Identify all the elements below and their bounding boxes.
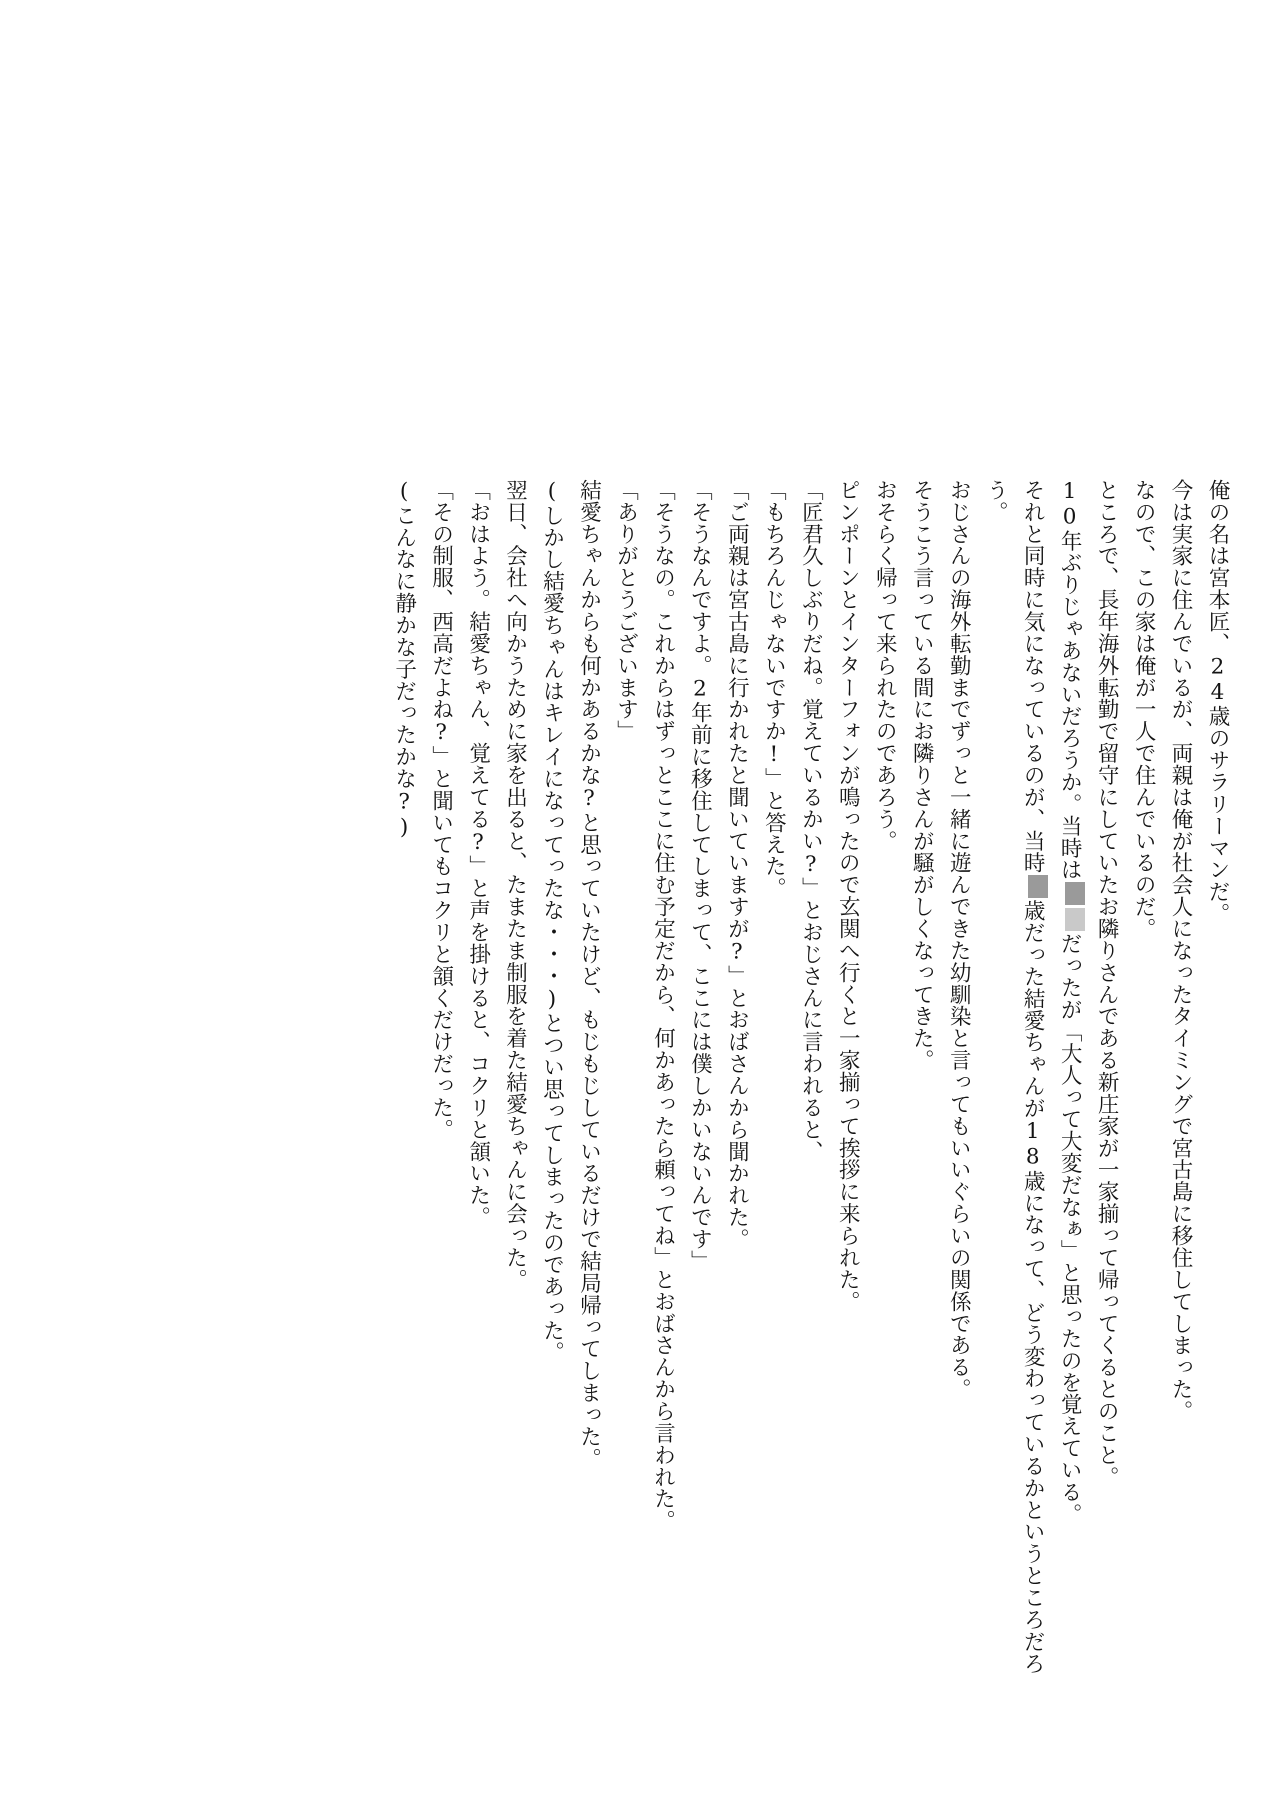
paragraph-16: 「ありがとうございます」	[613, 479, 639, 743]
paragraph-6	[976, 479, 1050, 1679]
paragraph-6-part-2: 歳だった結愛ちゃんが18歳になって、どう変わっているかというところだろう。	[983, 479, 1046, 1675]
paragraph-5	[1050, 479, 1087, 1679]
paragraph-9: おそらく帰って来られたのであろう。	[872, 479, 898, 852]
vertical-text-body	[44, 40, 1235, 1679]
paragraph-3: なので、この家は俺が一人で住んでいるのだ。	[1131, 479, 1157, 940]
paragraph-spacer-2	[570, 469, 607, 479]
paragraph-8: そうこう言っている間にお隣りさんが騒がしくなってきた。	[909, 479, 935, 1072]
paragraph-14: 「そうなんですよ。2年前に移住してしまって、ここには僕しかいないんです」	[687, 479, 713, 1272]
paragraph-4: ところで、長年海外転勤で留守にしていたお隣りさんである新庄家が一家揃って帰ってくるとのこと。	[1094, 479, 1120, 1488]
paragraph-10: ピンポーンとインターフォンが鳴ったので玄関へ行くと一家揃って挨拶に来られた。	[835, 479, 861, 1313]
redacted-age-2	[1013, 874, 1050, 900]
paragraph-1: 俺の名は宮本匠、24歳のサラリーマンだ。	[1205, 479, 1230, 925]
paragraph-11: 「匠君久しぶりだね。覚えているかい?」とおじさんに言われると、	[798, 479, 824, 1163]
paragraph-spacer-1	[939, 469, 976, 479]
paragraph-2: 今は実家に住んでいるが、両親は俺が社会人になったタイミングで宮古島に移住してしまった。	[1168, 479, 1194, 1422]
paragraph-17: 結愛ちゃんからも何かあるかな?と思っていたけど、もじもじしているだけで結局帰ってしまった。	[576, 479, 602, 1470]
redacted-age-1	[1050, 881, 1087, 933]
paragraph-5-part-1: 10年ぶりじゃあないだろうか。当時は	[1057, 479, 1083, 881]
paragraph-12: 「もちろんじゃないですか!」と答えた。	[761, 479, 787, 900]
paragraph-22: (こんなに静かな子だったかな?)	[391, 479, 417, 841]
paragraph-19: 翌日、会社へ向かうために家を出ると、たまたま制服を着た結愛ちゃんに会った。	[502, 479, 528, 1291]
paragraph-21: 「その制服、西高だよね?」と聞いてもコクリと頷くだけだった。	[428, 479, 454, 1141]
paragraph-18: (しかし結愛ちゃんはキレイになってったな・・・)とつい思ってしまったのであった。	[539, 479, 565, 1364]
paragraph-5-part-2: だったが「大人って大変だなぁ」と思ったのを覚えている。	[1057, 932, 1083, 1525]
paragraph-15: 「そうなの。これからはずっとここに住む予定だから、何かあったら頼ってね」とおばさんから言われた。	[650, 479, 676, 1532]
paragraph-20: 「おはよう。結愛ちゃん、覚えてる?」と声を掛けると、コクリと頷いた。	[465, 479, 491, 1229]
paragraph-13: 「ご両親は宮古島に行かれたと聞いていますが?」とおばさんから聞かれた。	[724, 479, 750, 1251]
paragraph-7: おじさんの海外転勤までずっと一緒に遊んできた幼馴染と言ってもいいぐらいの関係である。	[946, 479, 972, 1401]
paragraph-6-part-1: それと同時に気になっているのが、当時	[1020, 479, 1046, 874]
